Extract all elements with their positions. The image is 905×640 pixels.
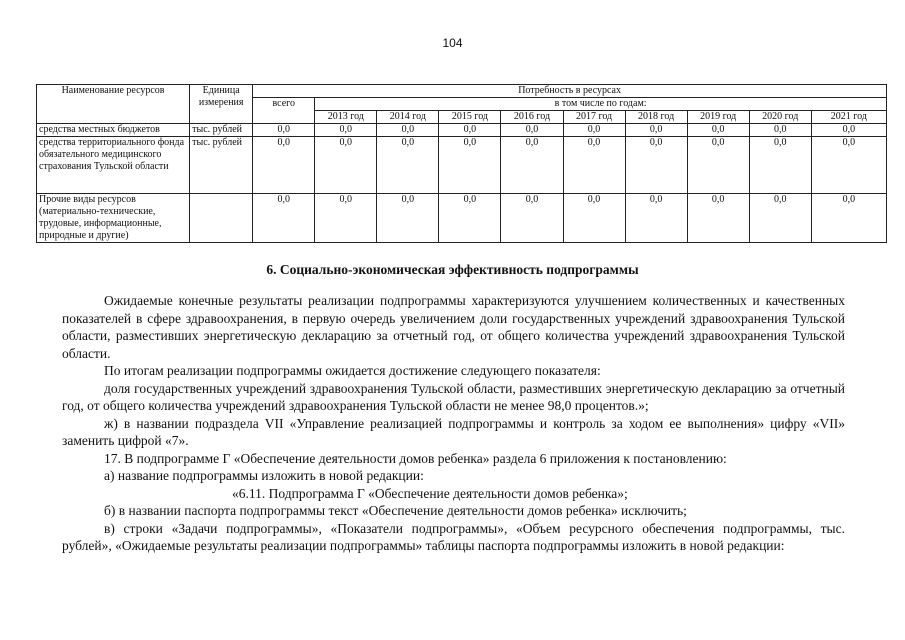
- section-title: 6. Социально-экономическая эффективность подпрограммы: [266, 262, 639, 277]
- row-value: 0,0: [315, 124, 377, 137]
- row-total: 0,0: [253, 137, 315, 194]
- row-value: 0,0: [687, 137, 749, 194]
- row-value: 0,0: [439, 124, 501, 137]
- paragraph: а) название подпрограммы изложить в новой редакции:: [104, 468, 424, 483]
- header-by-year: в том числе по годам:: [315, 98, 887, 111]
- row-value: 0,0: [687, 124, 749, 137]
- row-value: 0,0: [501, 137, 563, 194]
- year-header: 2021 год: [811, 111, 886, 124]
- row-value: 0,0: [749, 137, 811, 194]
- year-header: 2014 год: [377, 111, 439, 124]
- row-value: 0,0: [625, 124, 687, 137]
- row-value: 0,0: [563, 137, 625, 194]
- paragraph: 17. В подпрограмме Г «Обеспечение деятельности домов ребенка» раздела 6 приложения к постановлению:: [104, 450, 727, 466]
- header-total: всего: [253, 98, 315, 124]
- row-value: 0,0: [377, 137, 439, 194]
- row-value: 0,0: [315, 137, 377, 194]
- table-row: [37, 124, 887, 137]
- paragraph: в) строки «Задачи подпрограммы», «Показатели подпрограммы», «Объем ресурсного обеспечения подпрограммы, тыс. рублей», «Ожидаемые результаты реализации подпрограммы» таблицы паспорта подпрограммы изложить в новой редакции:: [62, 520, 845, 553]
- row-name: Прочие виды ресурсов (материально-технические, трудовые, информационные, природные и другие): [37, 194, 190, 243]
- paragraph: По итогам реализации подпрограммы ожидается достижение следующего показателя:: [104, 363, 601, 378]
- paragraph: доля государственных учреждений здравоохранения Тульской области, разместивших энергетическую декларацию за отчетный год, от общего количества учреждений здравоохранения Тульской области не менее 98,0 процентов.»;: [62, 380, 845, 413]
- row-unit: тыс. рублей: [190, 124, 253, 137]
- row-value: 0,0: [501, 124, 563, 137]
- row-value: 0,0: [377, 194, 439, 243]
- row-value: 0,0: [315, 194, 377, 243]
- row-value: 0,0: [439, 194, 501, 243]
- year-header: 2017 год: [563, 111, 625, 124]
- row-name: средства территориального фонда обязательного медицинского страхования Тульской области: [37, 137, 190, 194]
- year-header: 2018 год: [625, 111, 687, 124]
- resources-table: [36, 84, 887, 243]
- row-value: 0,0: [625, 194, 687, 243]
- row-unit: [190, 194, 253, 243]
- paragraph: ж) в названии подраздела VII «Управление реализацией подпрограммы и контроль за ходом ее выполнения» цифру «VII» заменить цифрой «7».: [62, 415, 845, 448]
- table-row: [37, 194, 887, 243]
- year-header: 2016 год: [501, 111, 563, 124]
- row-value: 0,0: [687, 194, 749, 243]
- paragraph: б) в названии паспорта подпрограммы текст «Обеспечение деятельности домов ребенка» исключить;: [104, 503, 687, 518]
- row-value: 0,0: [811, 124, 886, 137]
- row-value: 0,0: [377, 124, 439, 137]
- row-total: 0,0: [253, 194, 315, 243]
- year-header: 2019 год: [687, 111, 749, 124]
- row-value: 0,0: [439, 137, 501, 194]
- year-header: 2013 год: [315, 111, 377, 124]
- paragraph: Ожидаемые конечные результаты реализации подпрограммы характеризуются улучшением количественных и качественных показателей в сфере здравоохранения, в первую очередь увеличением доли государственных учреждений здравоохранения Тульской области, разместивших энергетическую декларацию за отчетный год, от общего количества учреждений здравоохранения Тульской области.: [62, 293, 845, 361]
- row-value: 0,0: [563, 194, 625, 243]
- row-value: 0,0: [811, 194, 886, 243]
- row-value: 0,0: [749, 124, 811, 137]
- row-value: 0,0: [501, 194, 563, 243]
- paragraph: «6.11. Подпрограмма Г «Обеспечение деятельности домов ребенка»;: [232, 485, 628, 501]
- header-unit: Единица измерения: [190, 85, 253, 124]
- row-value: 0,0: [811, 137, 886, 194]
- year-header: 2015 год: [439, 111, 501, 124]
- header-need: Потребность в ресурсах: [253, 85, 887, 98]
- table-row: [37, 137, 887, 194]
- page-number: 104: [442, 36, 463, 50]
- row-value: 0,0: [563, 124, 625, 137]
- row-unit: тыс. рублей: [190, 137, 253, 194]
- row-value: 0,0: [625, 137, 687, 194]
- row-total: 0,0: [253, 124, 315, 137]
- body-text: [62, 292, 845, 555]
- row-name: средства местных бюджетов: [37, 124, 190, 137]
- year-header: 2020 год: [749, 111, 811, 124]
- row-value: 0,0: [749, 194, 811, 243]
- header-name: Наименование ресурсов: [37, 85, 190, 124]
